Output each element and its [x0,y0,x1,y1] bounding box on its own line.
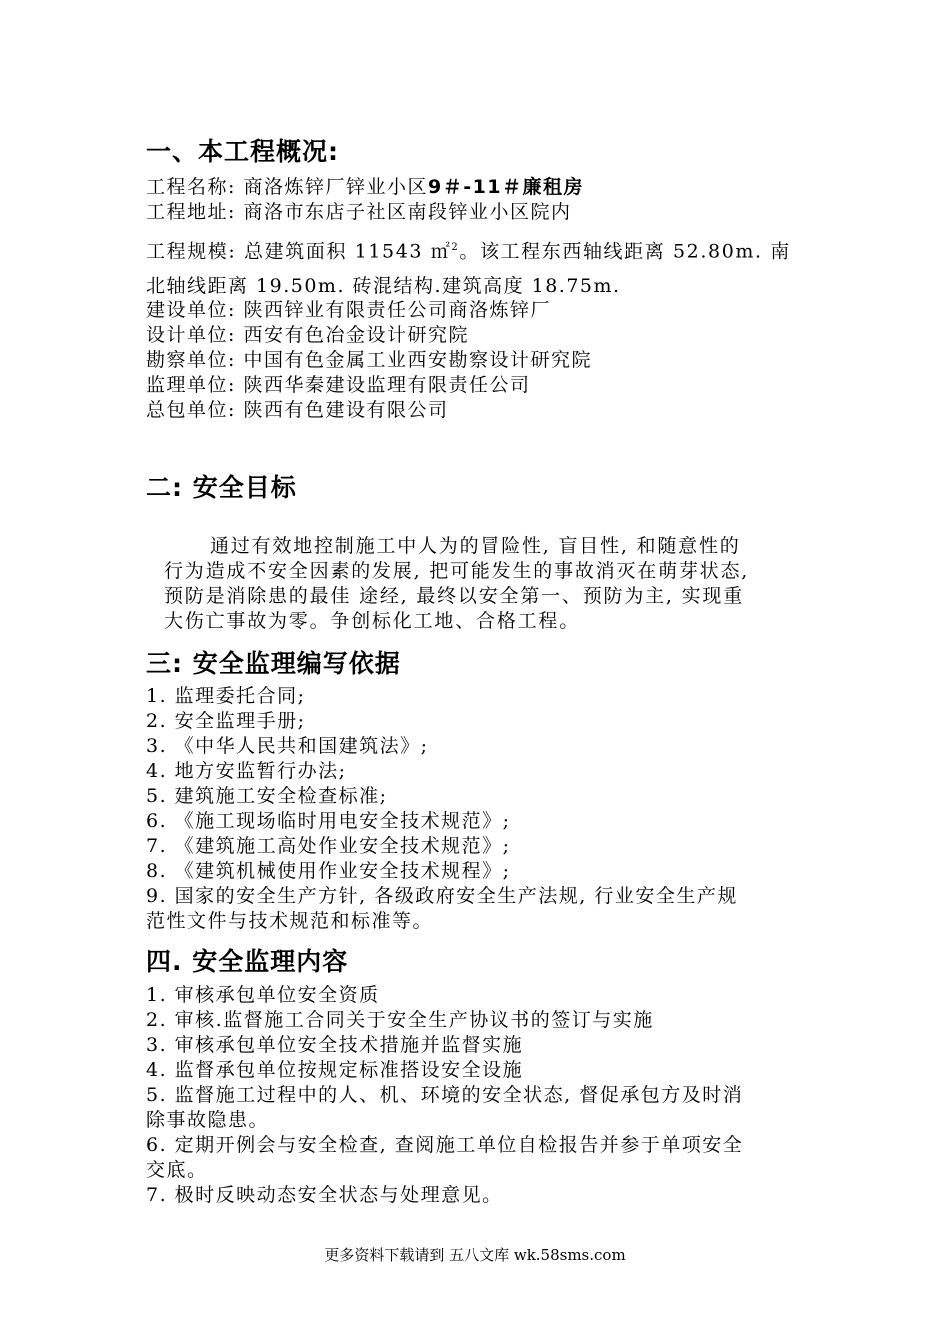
goal-paragraph-line-2: 行为造成不安全因素的发展, 把可能发生的事故消灭在萌芽状态, [164,560,750,582]
project-name-value: 商洛炼锌厂锌业小区 [243,176,428,198]
project-name-line [146,175,584,199]
project-name-label: 工程名称: [146,176,236,198]
basis-item-9-cont: 范性文件与技术规范和标准等。 [146,910,434,932]
project-scale-line-2: 北轴线距离 19.50m. 砖混结构.建筑高度 18.75m. [146,275,621,297]
basis-item-4: 4. 地方安监暂行办法; [146,760,347,782]
section4-heading: 四. 安全监理内容 [146,947,349,976]
content-item-6: 6. 定期开例会与安全检查, 查阅施工单位自检报告并参于单项安全 [146,1134,744,1156]
project-address-value: 商洛市东店子社区南段锌业小区院内 [243,201,572,223]
goal-paragraph-line-3: 预防是消除患的最佳 途经, 最终以安全第一、预防为主, 实现重 [164,585,744,607]
supervisor-line: 监理单位: 陕西华秦建设监理有限责任公司 [146,374,531,396]
project-name-value-bold: 9＃-11＃廉租房 [427,176,585,198]
content-item-3: 3. 审核承包单位安全技术措施并监督实施 [146,1034,524,1056]
content-item-7: 7. 极时反映动态安全状态与处理意见。 [146,1184,503,1206]
builder-line: 建设单位: 陕西锌业有限责任公司商洛炼锌厂 [146,299,551,321]
content-item-5-cont: 除事故隐患。 [146,1109,270,1131]
surveyor-line: 勘察单位: 中国有色金属工业西安勘察设计研究院 [146,349,592,371]
content-item-1: 1. 审核承包单位安全资质 [146,984,380,1006]
content-item-5: 5. 监督施工过程中的人、机、环境的安全状态, 督促承包方及时消 [146,1084,744,1106]
section3-heading: 三: 安全监理编写依据 [146,649,401,678]
content-item-6-cont: 交底。 [146,1159,208,1181]
basis-item-1: 1. 监理委托合同; [146,685,306,707]
project-address-label: 工程地址: [146,201,236,223]
basis-item-3: 3. 《中华人民共和国建筑法》; [146,735,429,757]
content-item-4: 4. 监督承包单位按规定标准搭设安全设施 [146,1059,524,1081]
basis-item-7: 7. 《建筑施工高处作业安全技术规范》; [146,835,511,857]
area-unit-superscript: 2 [451,242,460,253]
project-scale-part-a: 工程规模: 总建筑面积 11543 ㎡ [146,240,452,263]
goal-paragraph-line-4: 大伤亡事故为零。争创标化工地、合格工程。 [164,610,581,632]
basis-item-2: 2. 安全监理手册; [146,710,306,732]
content-item-2: 2. 审核.监督施工合同关于安全生产协议书的签订与实施 [146,1009,654,1031]
contractor-line: 总包单位: 陕西有色建设有限公司 [146,399,449,421]
basis-item-9: 9. 国家的安全生产方针, 各级政府安全生产法规, 行业安全生产规 [146,885,738,907]
basis-item-5: 5. 建筑施工安全检查标准; [146,785,388,807]
section1-heading: 一、本工程概况: [146,137,339,166]
basis-item-8: 8. 《建筑机械使用作业安全技术规程》; [146,860,511,882]
section2-heading: 二: 安全目标 [146,473,297,502]
project-address-line [146,200,571,224]
basis-item-6: 6. 《施工现场临时用电安全技术规范》; [146,810,511,832]
goal-paragraph-line-1: 通过有效地控制施工中人为的冒险性, 盲目性, 和随意性的 [210,535,741,557]
project-scale-line-1 [146,236,791,263]
footer-download-note: 更多资料下载请到 五八文库 wk.58sms.com [324,1246,626,1264]
project-scale-part-b: 。该工程东西轴线距离 52.80m. 南 [459,240,791,263]
designer-line: 设计单位: 西安有色冶金设计研究院 [146,324,469,346]
